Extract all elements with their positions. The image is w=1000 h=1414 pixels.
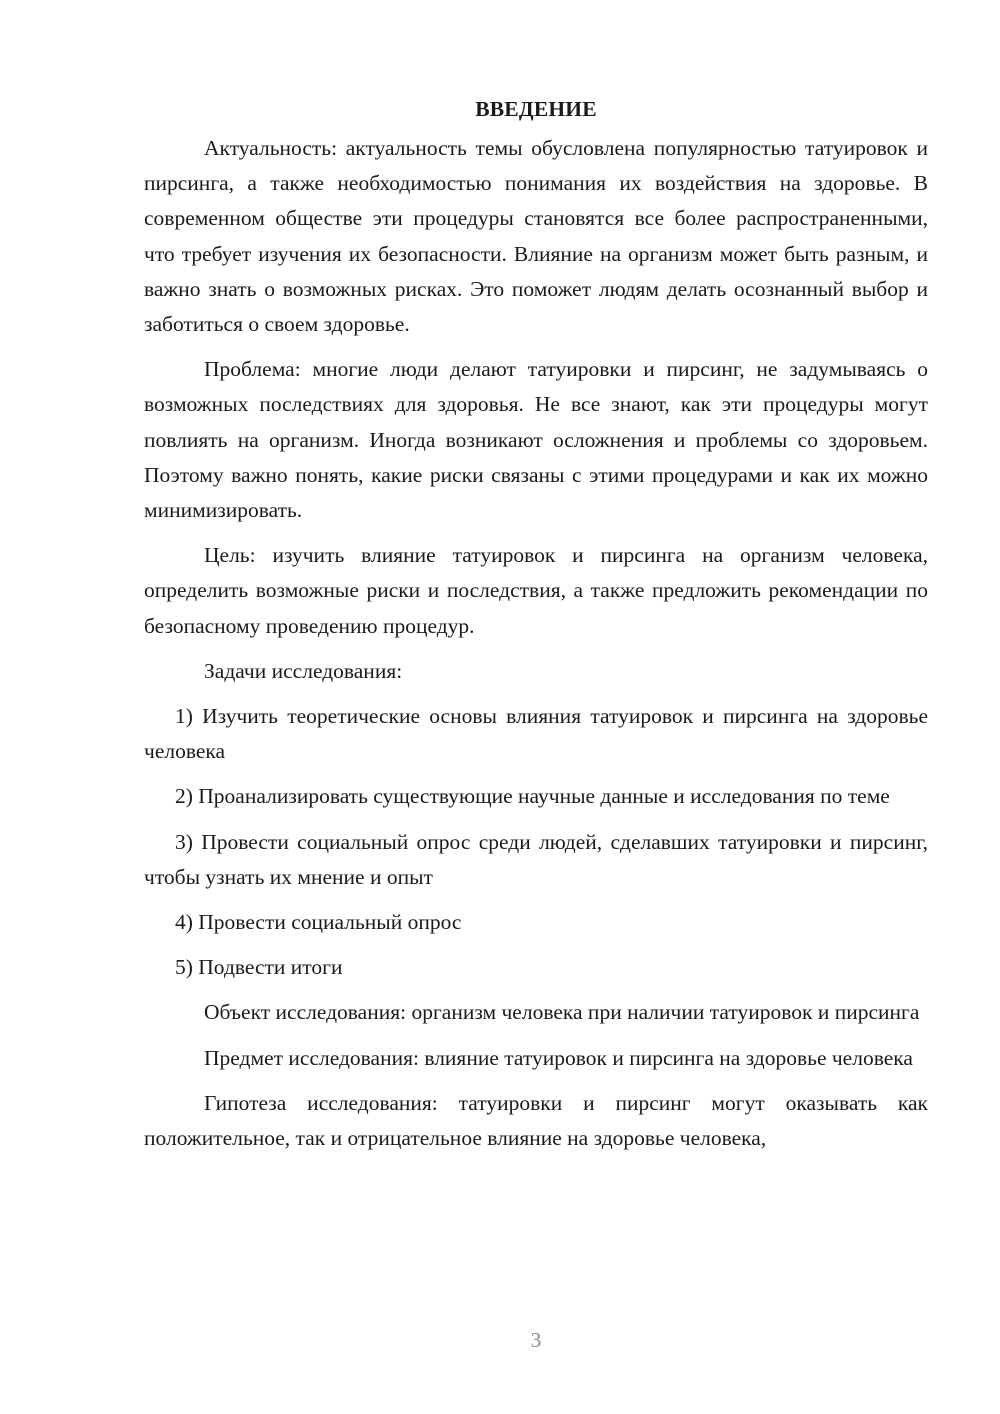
task-item: 4) Провести социальный опрос [175, 910, 462, 935]
problem-paragraph: Проблема: многие люди делают татуировки и пирсинг, не задумываясь о возможных последствиях для здоровья. Не все знают, как эти процедуры могут повлиять на организм. Иногда возникают осложнения и проблемы со здоровьем. Поэтому важно понять, какие риски связаны с этими процедурами и как их можно минимизировать. [144, 357, 928, 523]
task-item: 2) Проанализировать существующие научные данные и исследования по теме [175, 784, 890, 809]
task-item: 3) Провести социальный опрос среди людей, сделавших татуировки и пирсинг, чтобы узнать их мнение и опыт [144, 829, 928, 889]
page-content [144, 92, 928, 1166]
goal-paragraph: Цель: изучить влияние татуировок и пирсинга на организм человека, определить возможные риски и последствия, а также предложить рекомендации по безопасному проведению процедур. [144, 543, 928, 638]
tasks-heading: Задачи исследования: [204, 658, 403, 683]
section-title: ВВЕДЕНИЕ [475, 97, 597, 121]
task-item: 5) Подвести итоги [175, 955, 343, 980]
page-number: 3 [530, 1328, 542, 1352]
object-paragraph: Объект исследования: организм человека при наличии татуировок и пирсинга [204, 1000, 920, 1025]
relevance-paragraph: Актуальность: актуальность темы обусловлена популярностью татуировок и пирсинга, а также необходимостью понимания их воздействия на здоровье. В современном обществе эти процедуры становятся все более распространенными, что требует изучения их безопасности. Влияние на организм может быть разным, и важно знать о возможных рисках. Это поможет людям делать осознанный выбор и заботиться о своем здоровье. [144, 136, 928, 337]
task-item: 1) Изучить теоретические основы влияния татуировок и пирсинга на здоровье человека [144, 704, 928, 764]
hypothesis-paragraph: Гипотеза исследования: татуировки и пирсинг могут оказывать как положительное, так и отрицательное влияние на здоровье человека, [144, 1090, 928, 1151]
subject-paragraph: Предмет исследования: влияние татуировок и пирсинга на здоровье человека [204, 1045, 913, 1070]
